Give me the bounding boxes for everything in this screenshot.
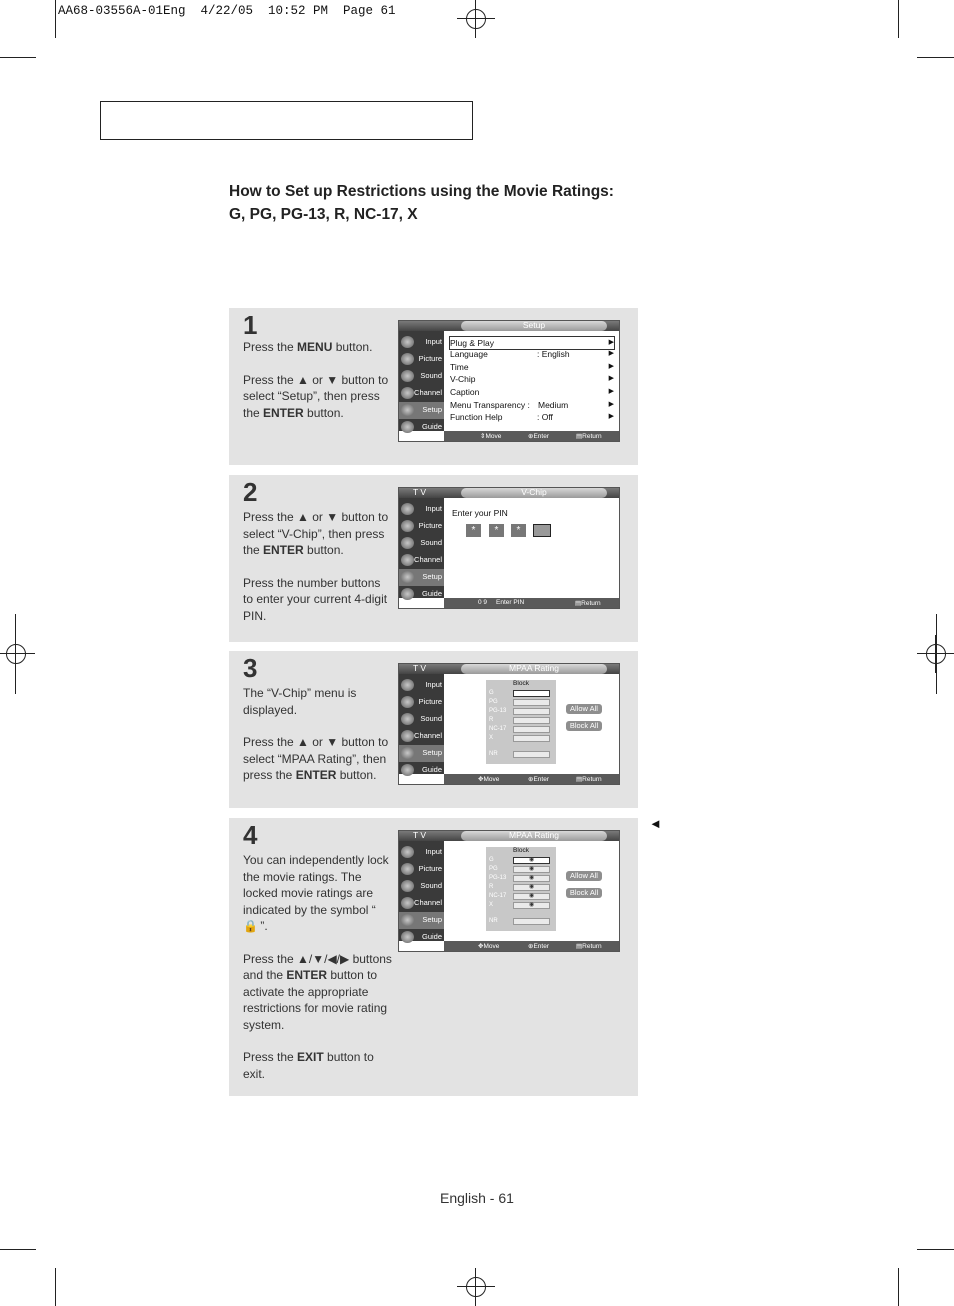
tv-screen-vchip-pin: T V V-Chip Input Picture Sound Channel Setup Guide Enter your PIN * * * 0 9 Enter PIN ▤ Return: [398, 487, 620, 609]
screen-title: MPAA Rating: [509, 830, 559, 840]
step-number: 4: [243, 820, 258, 850]
setup-menu-list: Plug & Play ▶ Language : English ▶ Time ▶ V-Chip ▶ Caption ▶ Menu Transparency : Medium ▶ Function Help : Off ▶: [450, 338, 614, 422]
crop-mark: [0, 57, 36, 58]
crop-mark: [898, 1268, 899, 1306]
channel-icon: [401, 897, 414, 909]
section-header-box: [100, 101, 473, 140]
tv-screen-mpaa: T V MPAA Rating Input Picture Sound Channel Setup Guide Block G PG PG-13 R NC-17 X NR Allow All Block All ✥ Move ⊕ Enter ▤ Return: [398, 663, 620, 785]
sound-icon: [401, 537, 414, 549]
input-icon: [401, 679, 414, 691]
tv-menu-sidebar: Input Picture Sound Channel Setup Guide: [399, 498, 444, 598]
registration-mark-right: [917, 635, 954, 673]
lock-icon: ◉: [529, 884, 535, 890]
step-1-panel: [229, 308, 638, 465]
pin-digit: [533, 524, 551, 537]
guide-icon: [401, 421, 414, 433]
registration-mark-top: [457, 0, 495, 38]
tv-screen-mpaa-locked: T V MPAA Rating Input Picture Sound Channel Setup Guide Block G ◉ PG ◉ PG-13 ◉ R ◉ NC-17 ◉ X ◉ NR Allow All Block All ✥ Move ⊕ Enter ▤ Return: [398, 830, 620, 952]
block-all-button: Block All: [566, 888, 602, 898]
picture-icon: [401, 863, 414, 875]
crop-mark: [917, 57, 954, 58]
lock-icon: ◉: [529, 893, 535, 899]
step-instructions: Press the MENU button. Press the ▲ or ▼ button to select “Setup”, then press the ENTER button.: [243, 340, 389, 420]
picture-icon: [401, 353, 414, 365]
guide-icon: [401, 931, 414, 943]
title-line: G, PG, PG-13, R, NC-17, X: [229, 206, 418, 223]
step-instructions: Press the ▲ or ▼ button to select “V-Chip”, then press the ENTER button. Press the number buttons to enter your current 4-digit PIN.: [243, 510, 389, 623]
lock-icon: ◉: [529, 866, 535, 872]
screen-title: MPAA Rating: [509, 663, 559, 673]
tv-screen-setup: [398, 320, 620, 442]
step-instructions: You can independently lock the movie ratings. The locked movie ratings are indicated by the symbol “ 🔒 ”. Press the ▲/▼/◀/▶ buttons and the ENTER button to activate the appropriate restrictions for movie rating system. Press the EXIT button to exit.: [243, 853, 392, 1081]
page-number: English - 61: [440, 1190, 514, 1206]
tv-footer: 0 9 Enter PIN ▤ Return: [444, 598, 619, 608]
screen-title: V-Chip: [521, 487, 547, 497]
sound-icon: [401, 880, 414, 892]
guide-icon: [401, 764, 414, 776]
step-number: 1: [243, 310, 258, 340]
step-3-panel: [229, 651, 638, 808]
allow-all-button: Allow All: [566, 704, 602, 714]
pin-entry: Enter your PIN * * *: [444, 498, 619, 598]
channel-icon: [401, 554, 414, 566]
setup-icon: [401, 571, 414, 583]
crop-mark: [55, 1268, 56, 1306]
tv-footer: ✥ Move ⊕ Enter ▤ Return: [444, 774, 619, 784]
step-instructions: The “V-Chip” menu is displayed. Press the ▲ or ▼ button to select “MPAA Rating”, then press the ENTER button.: [243, 686, 389, 782]
allow-all-button: Allow All: [566, 871, 602, 881]
title-line: How to Set up Restrictions using the Movie Ratings:: [229, 183, 614, 200]
channel-icon: [401, 387, 414, 399]
tv-footer: ✥ Move ⊕ Enter ▤ Return: [444, 941, 619, 951]
registration-mark-left: [0, 635, 35, 673]
pin-digit: *: [511, 524, 526, 537]
input-icon: [401, 846, 414, 858]
rating-block-panel: Block G ◉ PG ◉ PG-13 ◉ R ◉ NC-17 ◉ X ◉ NR: [486, 847, 556, 931]
pin-digit: *: [489, 524, 504, 537]
input-icon: [401, 336, 414, 348]
screen-title: Setup: [522, 320, 546, 330]
crop-mark: [917, 1249, 954, 1250]
block-all-button: Block All: [566, 721, 602, 731]
guide-icon: [401, 588, 414, 600]
step-number: 3: [243, 653, 258, 683]
step-number: 2: [243, 477, 258, 507]
input-icon: [401, 503, 414, 515]
registration-mark-bottom: [457, 1268, 495, 1306]
print-header: AA68-03556A-01Eng 4/22/05 10:52 PM Page 61: [58, 4, 396, 18]
tv-menu-sidebar: Input Picture Sound Channel Setup Guide: [399, 841, 444, 941]
setup-icon: [401, 404, 414, 416]
sound-icon: [401, 370, 414, 382]
crop-mark: [898, 0, 899, 38]
lock-icon: ◉: [529, 857, 535, 863]
picture-icon: [401, 696, 414, 708]
crop-mark: [0, 1249, 36, 1250]
lock-icon: ◉: [529, 875, 535, 881]
picture-icon: [401, 520, 414, 532]
crop-mark: [55, 0, 56, 38]
step-4-panel: [229, 818, 638, 1096]
left-arrow-icon: ◄: [649, 816, 662, 831]
pin-digit: *: [466, 524, 481, 537]
setup-icon: [401, 747, 414, 759]
sound-icon: [401, 713, 414, 725]
rating-block-panel: Block G PG PG-13 R NC-17 X NR: [486, 680, 556, 764]
tv-footer: ⇕ Move ⊕ Enter ▤ Return: [444, 431, 619, 441]
page-title: [229, 180, 614, 226]
lock-icon: ◉: [529, 902, 535, 908]
tv-menu-sidebar: Input Picture Sound Channel Setup Guide: [399, 331, 444, 431]
setup-icon: [401, 914, 414, 926]
channel-icon: [401, 730, 414, 742]
step-2-panel: [229, 475, 638, 642]
tv-menu-sidebar: Input Picture Sound Channel Setup Guide: [399, 674, 444, 774]
